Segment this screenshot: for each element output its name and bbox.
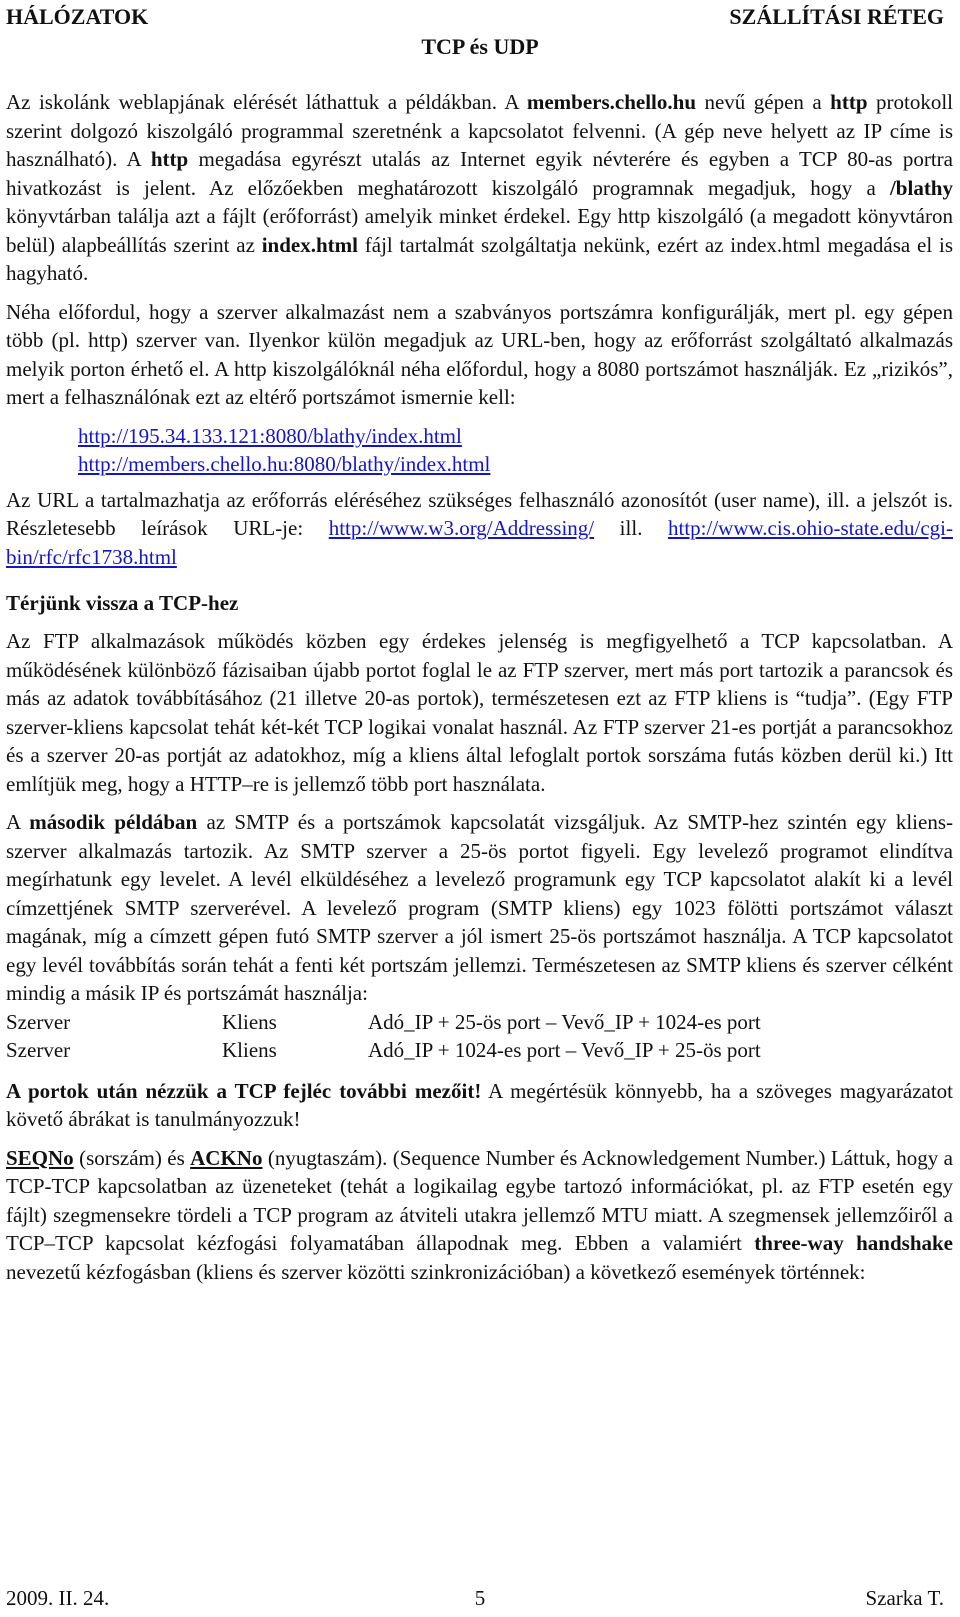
document-body: [6, 88, 953, 1296]
paragraph-2: Néha előfordul, hogy a szerver alkalmazást nem a szabványos portszámra konfigurálják, mert pl. egy gépen több (pl. http) szerver van. Ilyenkor külön megadjuk az URL-ben, hogy az erőforrást szolgáltató alkalmazás melyik porton érhető el. A http kiszolgálóknál néha előfordul, hogy a 8080 portszámot használják. Ez „rizikós”, mert a felhasználónak ezt az eltérő portszámot ismernie kell:: [6, 299, 953, 409]
section-heading: Térjünk vissza a TCP-hez: [6, 591, 239, 615]
bold-text: A portok után nézzük a TCP fejléc további mezőit!: [6, 1078, 482, 1103]
paragraph-1: [6, 88, 953, 288]
url-link-hostname[interactable]: http://members.chello.hu:8080/blathy/index.html: [78, 451, 491, 476]
table-row: [6, 1036, 761, 1065]
table-cell: Adó_IP + 1024-es port – Vevő_IP + 25-ös port: [368, 1038, 761, 1062]
table-cell: Adó_IP + 25-ös port – Vevő_IP + 1024-es port: [368, 1009, 761, 1034]
bold-text: members.chello.hu: [526, 90, 696, 114]
paragraph-4: Az FTP alkalmazások működés közben egy érdekes jelenség is megfigyelhető a TCP kapcsolatban. A működésének különböző fázisaiban újabb portot foglal le az FTP szerver, mert más port tartozik a parancsok és más az adatok továbbításához (21 illetve 20-as portok), természetesen ezt az FTP kliens is “tudja”. (Egy FTP szerver-kliens kapcsolat tehát két-két TCP logikai vonalat használ. Az FTP szerver 21-es portját a parancsokhoz és a szerver 20-as portját az adatokhoz, míg a kliens által lefoglalt portok sorszáma futás közben derül ki.) Itt említjük meg, hogy a HTTP–re is jellemző több port használata.: [6, 629, 953, 796]
underlined-term: SEQNo: [6, 1145, 74, 1170]
footer-author: Szarka T.: [865, 1586, 944, 1610]
text: nevű gépen a: [696, 90, 831, 114]
text: A: [6, 810, 30, 834]
bold-text: /blathy: [889, 175, 953, 200]
footer-page-number: 5: [474, 1586, 486, 1610]
text: (nyugtaszám). (Sequence Number és Acknowledgement Number.) Láttuk, hogy a TCP-TCP kapcsolatban az üzeneteket (tehát a logikailag egybe tartozó információkat, pl. az FTP esetén egy fájlt) szegmensekre tördeli a TCP program az átviteli utakra jellemző MTU miatt. A szegmensek jellemzőiről a TCP–TCP kapcsolat kézfogási folyamatában állapodnak meg. Ebben a valamiért: [6, 1145, 953, 1255]
bold-text: index.html: [261, 232, 358, 257]
paragraph-5: [6, 808, 953, 1008]
text: megadása egyrészt utalás az Internet egyik névterére és egyben a TCP 80-as portra hivatkozást is jelent. Az előzőekben meghatározott kiszolgáló programnak megadjuk, hogy a: [6, 147, 953, 200]
header-right: SZÁLLÍTÁSI RÉTEG: [729, 4, 944, 29]
rfc1738-link[interactable]: http://www.cis.ohio-state.edu/cgi-bin/rfc/rfc1738.html: [6, 516, 953, 569]
text: A megértésük könnyebb, ha a szöveges magyarázatot követő ábrákat is tanulmányozzuk!: [6, 1078, 954, 1131]
bold-text: three-way handshake: [754, 1231, 953, 1255]
url-examples: [78, 422, 953, 478]
underlined-term: ACKNo: [190, 1145, 263, 1170]
table-cell: Kliens: [222, 1038, 277, 1062]
paragraph-7: [6, 1144, 953, 1287]
port-table: [6, 1008, 761, 1065]
paragraph-3: [6, 486, 953, 572]
text: Az iskolánk weblapjának elérését láthattuk a példákban. A: [6, 90, 527, 114]
footer-date: 2009. II. 24.: [6, 1586, 110, 1610]
paragraph-6: [6, 1077, 953, 1134]
text: (sorszám) és: [73, 1145, 191, 1170]
header-title: TCP és UDP: [421, 34, 539, 59]
table-cell: Szerver: [6, 1009, 71, 1034]
text: ill.: [594, 516, 668, 540]
table-cell: Kliens: [222, 1009, 277, 1034]
text: protokoll szerint dolgozó kiszolgáló programmal szeretnénk a kapcsolatot felvenni. (A gép neve helyett az IP címe is használható). A: [6, 90, 953, 171]
text: fájl tartalmát szolgáltatja nekünk, ezért az index.html megadása el is hagyható.: [6, 232, 953, 285]
text: könyvtárban találja azt a fájlt (erőforrást) amelyik minket érdekel. Egy http kiszolgáló (a megadott könyvtáron belül) alapbeállítás szerint az: [6, 204, 953, 257]
table-cell: Szerver: [6, 1038, 71, 1062]
text: Az URL a tartalmazhatja az erőforrás eléréséhez szükséges felhasználó azonosítót (user name), ill. a jelszót is. Részletesebb leírások URL-je:: [6, 487, 953, 540]
bold-text: második példában: [29, 810, 198, 834]
table-row: [6, 1008, 761, 1037]
url-link-ip[interactable]: http://195.34.133.121:8080/blathy/index.html: [78, 423, 462, 448]
bold-text: http: [150, 147, 189, 171]
bold-text: http: [830, 90, 868, 114]
text: az SMTP és a portszámok kapcsolatát vizsgáljuk. Az SMTP-hez szintén egy kliens-szerver alkalmazás tartozik. Az SMTP szerver a 25-ös portot figyeli. Egy levelező programot elindítva megírhatunk egy levelet. A levél elküldéséhez a levelező programunk egy TCP kapcsolatot alakít ki a levél címzettjének SMTP szerverével. A levelező program (SMTP kliens) egy 1023 fölötti portszámot választ magának, míg a címzett gépen futó SMTP szerver a jól ismert 25-ös portszámot használja. A TCP kapcsolatot egy levél továbbítás során tehát a fenti két portszám jellemzi. Természetesen az SMTP kliens és szerver célként mindig a másik IP és portszámát használja:: [6, 810, 953, 1005]
header-left: HÁLÓZATOK: [6, 4, 149, 29]
w3-addressing-link[interactable]: http://www.w3.org/Addressing/: [328, 516, 595, 540]
text: nevezetű kézfogásban (kliens és szerver közötti szinkronizációban) a következő események történnek:: [6, 1259, 866, 1284]
